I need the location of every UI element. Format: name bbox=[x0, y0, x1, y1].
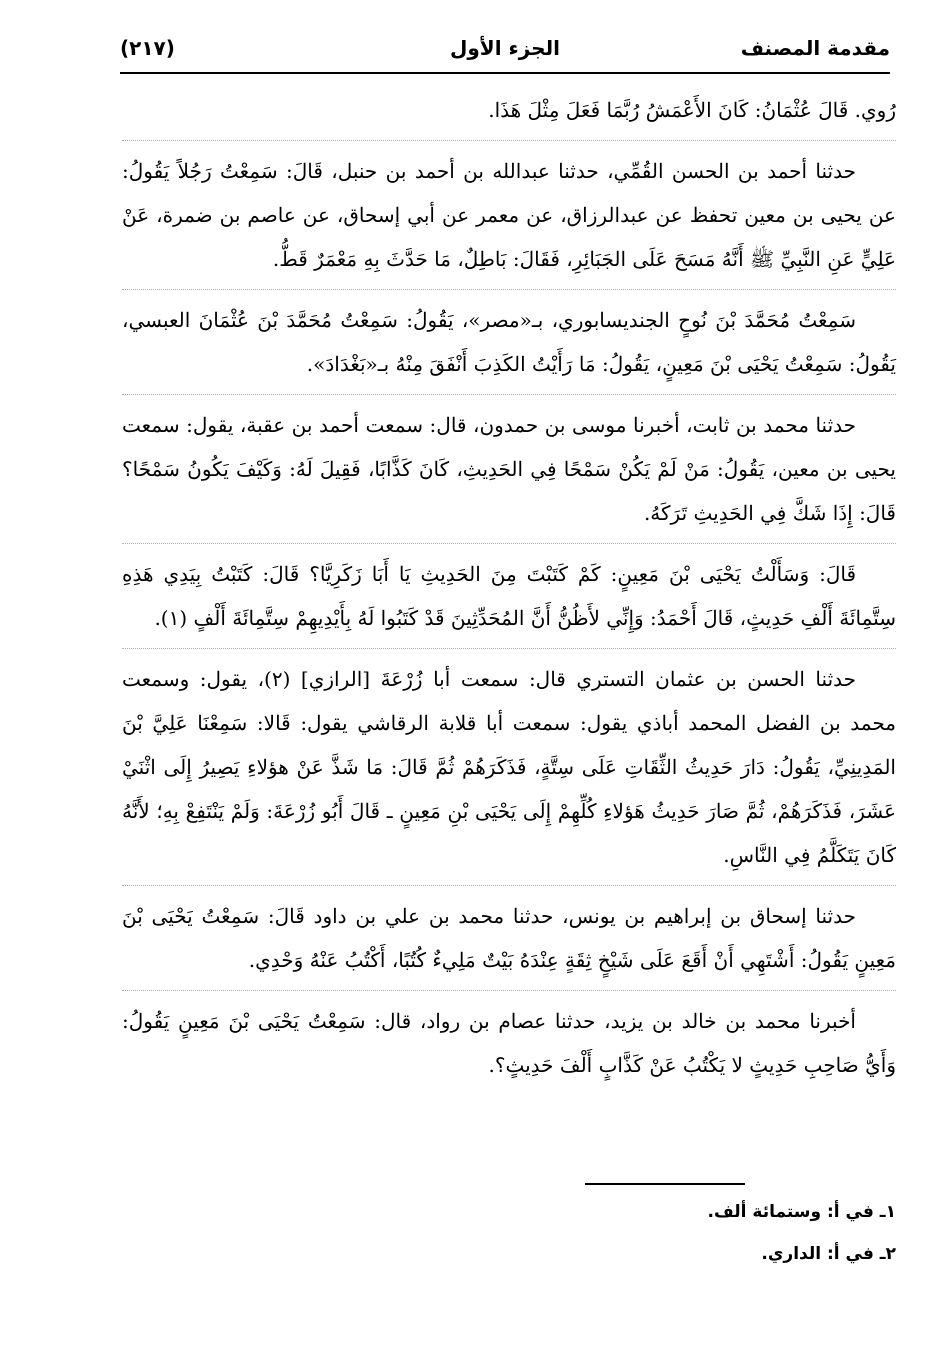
paragraph: أخبرنا محمد بن خالد بن يزيد، حدثنا عصام بن رواد، قال: سَمِعْتُ يَحْيَى بْنَ مَعِينٍ يَقُولُ: وَأَيُّ صَاحِبِ حَدِيثٍ لا يَكْتُبُ عَنْ كَذَّابٍ أَلْفَ حَدِيثٍ؟. bbox=[122, 990, 896, 1095]
paragraph: حدثنا أحمد بن الحسن القُمِّي، حدثنا عبدالله بن أحمد بن حنبل، قَالَ: سَمِعْتُ رَجُلاً يَقُولُ: عن يحيى بن معين تحفظ عن عبدالرزاق، عن معمر عن أبي إسحاق، عن عاصم بن ضمرة، عَنْ عَلِيٍّ عَنِ النَّبِيِّ ﷺ أَنَّهُ مَسَحَ عَلَى الجَبَائِرِ، فَقَالَ: بَاطِلٌ، مَا حَدَّثَ بِهِ مَعْمَرٌ قَطُّ. bbox=[122, 140, 896, 289]
paragraph: حدثنا الحسن بن عثمان التستري قال: سمعت أبا زُرْعَةَ [الرازي] (٢)، يقول: وسمعت محمد بن الفضل المحمد أباذي يقول: سمعت أبا قلابة الرقاشي يقول: قَالا: سَمِعْنَا عَلِيَّ بْنَ المَدِينِيِّ، يَقُولُ: دَارَ حَدِيثُ الثِّقَاتِ عَلَى سِتَّةٍ، فَذَكَرَهُمْ ثُمَّ قَالَ: مَا شَذَّ عَنْ هؤلاءِ يَصِيرُ إِلَى اثْنَيْ عَشَرَ، فَذَكَرَهُمْ، ثُمَّ صَارَ حَدِيثُ هَؤلاءِ كُلِّهِمْ إِلَى يَحْيَى بْنِ مَعِينٍ ـ قَالَ أَبُو زُرْعَةَ: وَلَمْ يَنْتَفِعْ بِهِ؛ لأَنَّهُ كَانَ يَتَكَلَّمُ فِي النَّاسِ. bbox=[122, 648, 896, 885]
footnote-separator bbox=[585, 1183, 745, 1185]
paragraph: قَالَ: وَسَأَلْتُ يَحْيَى بْنَ مَعِينٍ: كَمْ كَتَبْتَ مِنَ الحَدِيثِ يَا أَبَا زَكَرِيَّا؟ قَالَ: كَتَبْتُ بِيَدِي هَذِهِ سِتَّمِائَةَ أَلْفِ حَدِيثٍ، قَالَ أَحْمَدُ: وَإِنِّي لأَظُنُّ أَنَّ المُحَدِّثِينَ قَدْ كَتَبُوا لَهُ بِأَيْدِيهِمْ سِتَّمِائَةَ أَلْفٍ (١). bbox=[122, 543, 896, 648]
paragraph: سَمِعْتُ مُحَمَّدَ بْنَ نُوحٍ الجنديسابوري، بـ«مصر»، يَقُولُ: سَمِعْتُ مُحَمَّدَ بْنَ عُثْمَانَ العبسي، يَقُولُ: سَمِعْتُ يَحْيَى بْنَ مَعِينٍ، يَقُولُ: مَا رَأَيْتُ الكَذِبَ أَنْفَقَ مِنْهُ بـ«بَغْدَادَ». bbox=[122, 289, 896, 394]
main-text bbox=[122, 88, 896, 1095]
footnotes bbox=[122, 1198, 896, 1282]
paragraph: حدثنا إسحاق بن إبراهيم بن يونس، حدثنا محمد بن علي بن داود قَالَ: سَمِعْتُ يَحْيَى بْنَ مَعِينٍ يَقُولُ: أَشْتَهِي أَنْ أَقَعَ عَلَى شَيْخٍ ثِقَةٍ عِنْدَهُ بَيْتٌ مَلِيءٌ كُتُبًا، أَكْتُبُ عَنْهُ وَحْدِي. bbox=[122, 885, 896, 990]
page-header bbox=[120, 24, 890, 74]
volume-title: الجزء الأول bbox=[450, 36, 560, 60]
section-title: مقدمة المصنف bbox=[740, 36, 890, 60]
footnote: ٢ـ في أ: الداري. bbox=[761, 1244, 896, 1264]
paragraph: رُوي. قَالَ عُثْمَانُ: كَانَ الأَعْمَشُ رُبَّمَا فَعَلَ مِثْلَ هَذَا. bbox=[488, 98, 896, 122]
paragraph: حدثنا محمد بن ثابت، أخبرنا موسى بن حمدون، قال: سمعت أحمد بن عقبة، يقول: سمعت يحيى بن معين، يَقُولُ: مَنْ لَمْ يَكُنْ سَمْحًا فِي الحَدِيثِ، كَانَ كَذَّابًا، فَقِيلَ لَهُ: وَكَيْفَ يَكُونُ سَمْحًا؟ قَالَ: إِذَا شَكَّ فِي الحَدِيثِ تَرَكَهُ. bbox=[122, 394, 896, 543]
footnote: ١ـ في أ: وستمائة ألف. bbox=[707, 1202, 896, 1222]
page-number: (٢١٧) bbox=[120, 36, 175, 60]
